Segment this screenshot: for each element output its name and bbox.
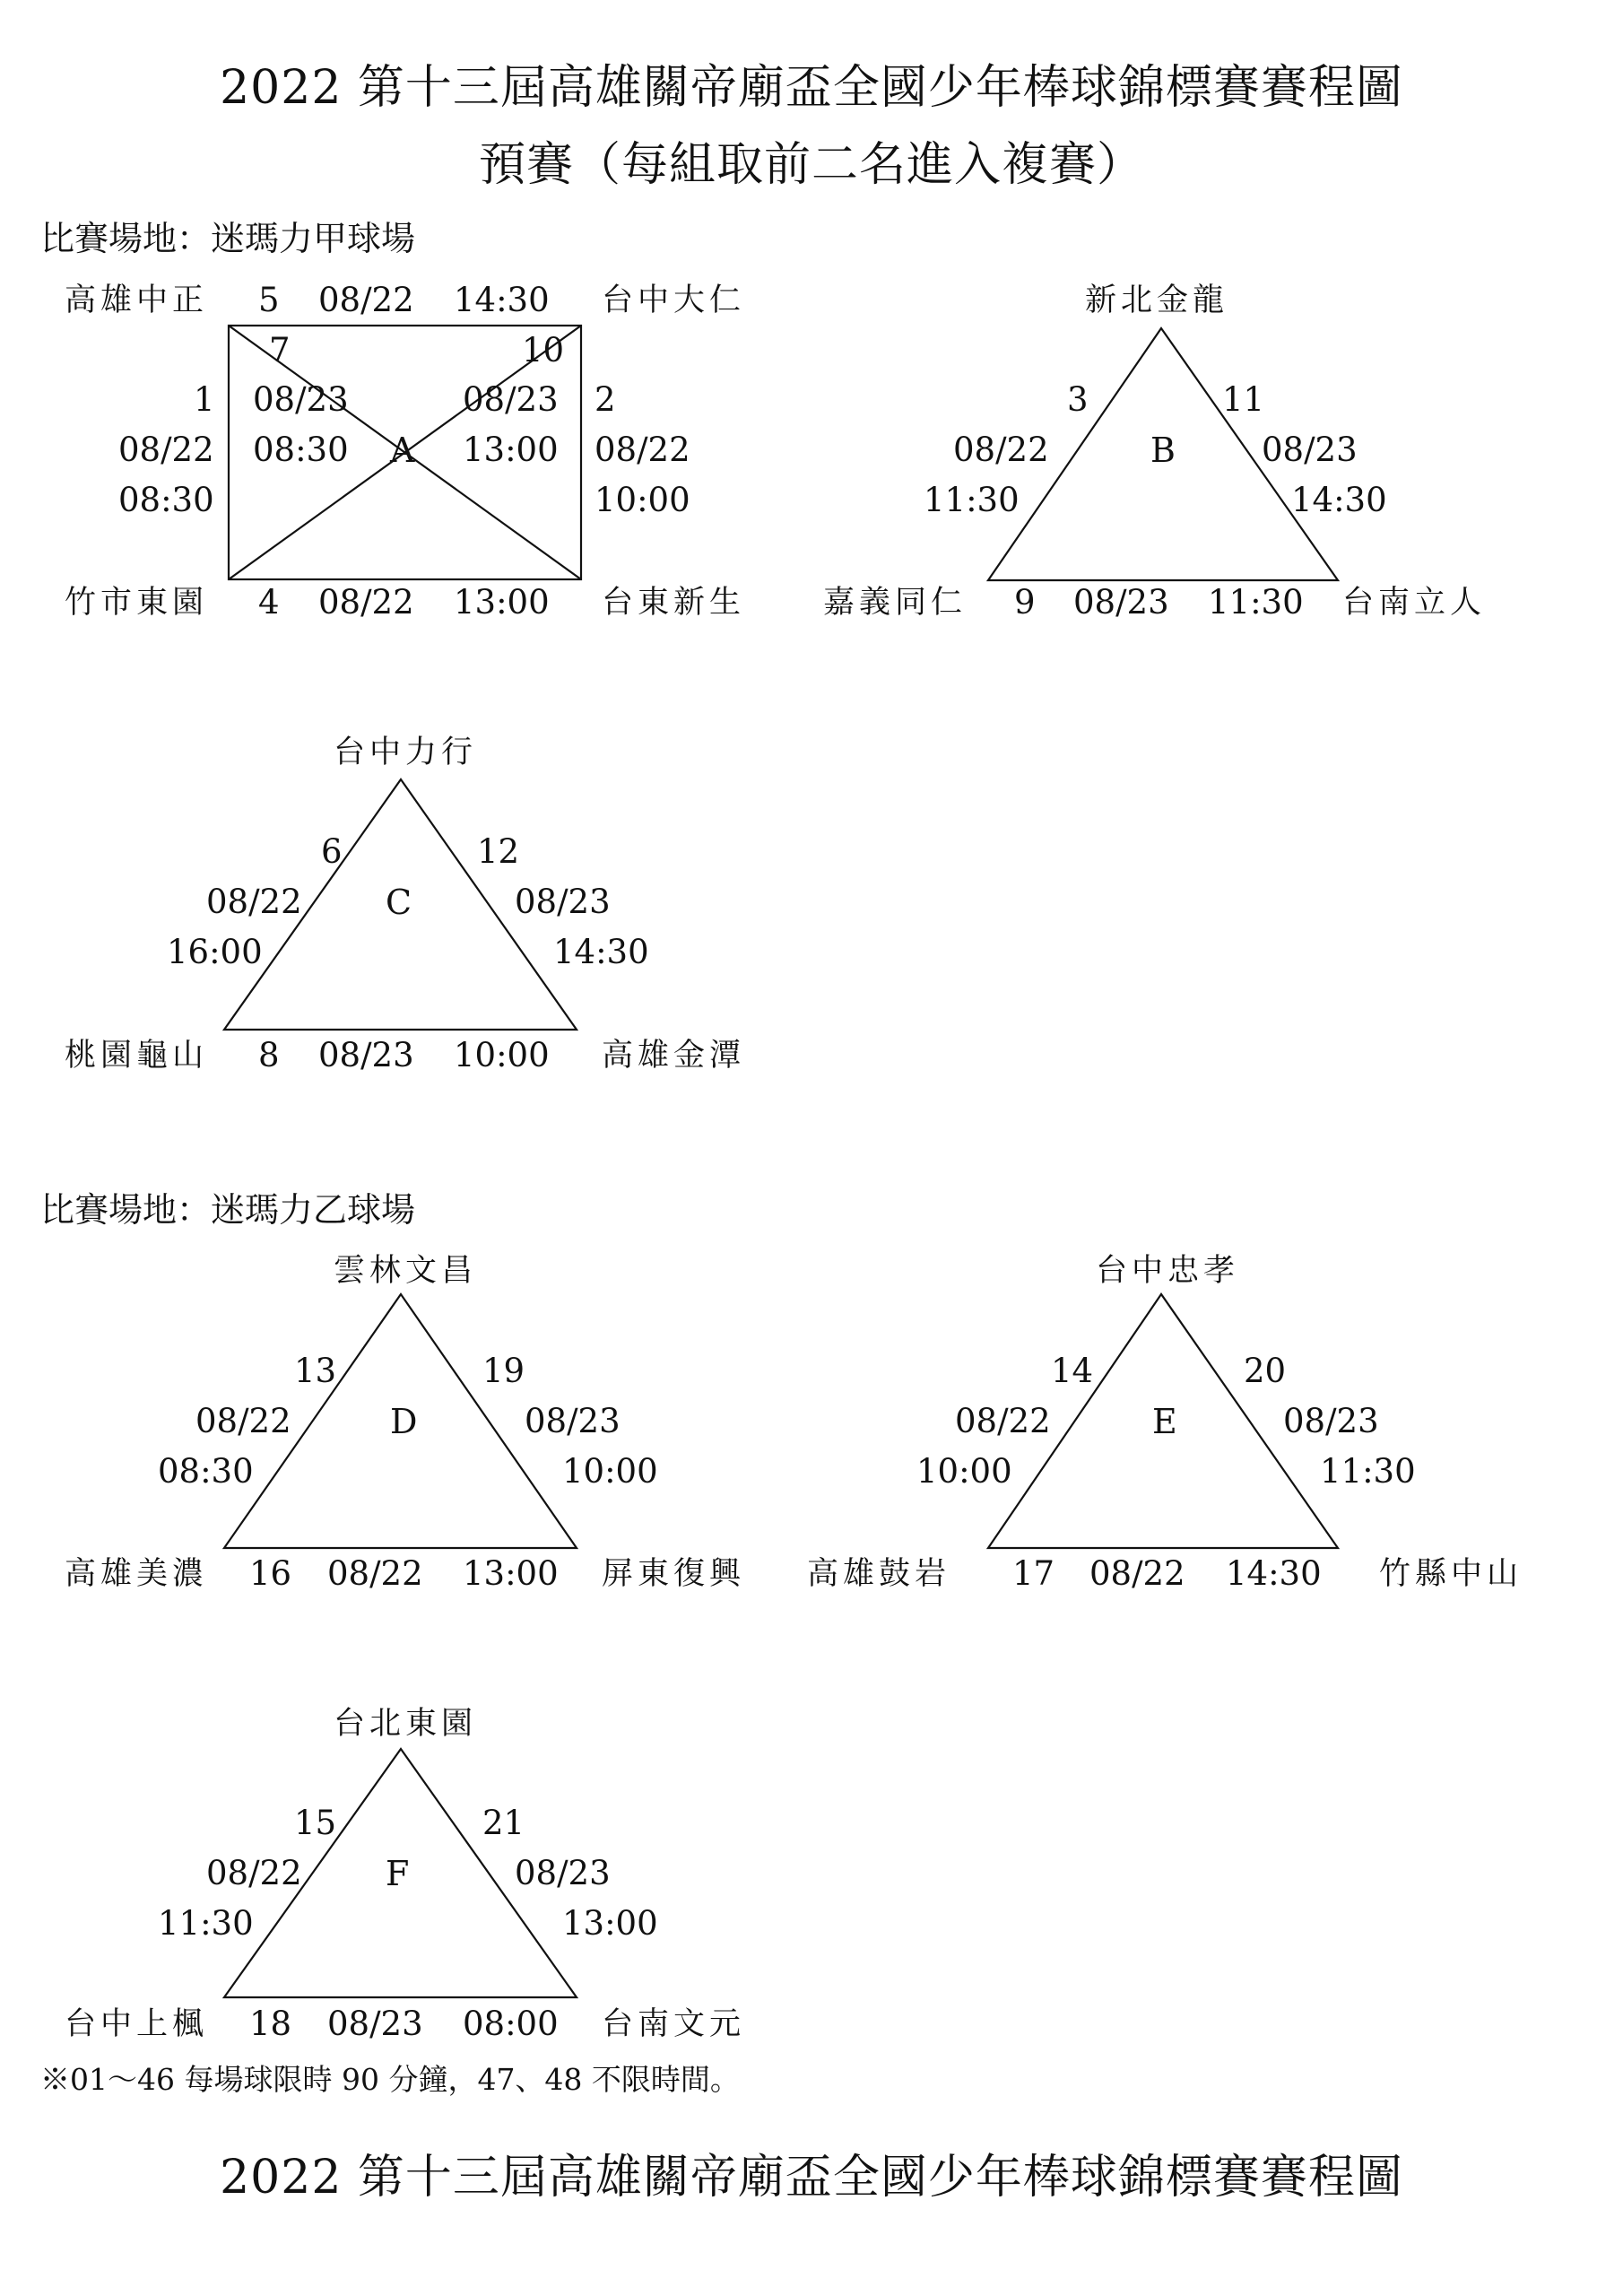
group-f-left-no: 15 [294, 1804, 337, 1842]
group-d-label: D [390, 1402, 418, 1441]
group-a-team-bottom-right: 台東新生 [602, 585, 746, 621]
group-e-right-date: 08/23 [1283, 1402, 1379, 1440]
group-f-bottom-date: 08/23 [327, 2005, 423, 2043]
group-b-team-bottom-left: 嘉義同仁 [823, 585, 968, 621]
group-b-team-bottom-right: 台南立人 [1342, 585, 1487, 621]
group-a-game1-no: 1 [194, 380, 215, 419]
group-c-right-time: 14:30 [553, 933, 649, 971]
group-a-game5-time: 14:30 [454, 281, 550, 319]
group-b-team-top: 新北金龍 [1085, 283, 1229, 318]
group-f-right-time: 13:00 [562, 1904, 658, 1943]
group-d-bottom-date: 08/22 [327, 1554, 423, 1593]
group-b-right-date: 08/23 [1262, 430, 1358, 469]
group-c-label: C [386, 883, 412, 922]
footer-title: 2022 第十三屆高雄關帝廟盃全國少年棒球錦標賽賽程圖 [220, 2151, 1403, 2205]
group-d-right-time: 10:00 [562, 1452, 658, 1491]
group-e-left-time: 10:00 [916, 1452, 1012, 1491]
group-d-bottom-time: 13:00 [463, 1554, 559, 1593]
group-f-team-bottom-right: 台南文元 [602, 2006, 746, 2042]
group-a-game4-no: 4 [258, 583, 280, 622]
group-f-bottom-time: 08:00 [463, 2005, 559, 2043]
time-limit-note: ※01～46 每場球限時 90 分鐘，47、48 不限時間。 [40, 2062, 740, 2097]
group-a-team-bottom-left: 竹市東園 [65, 585, 209, 621]
group-b-label: B [1150, 430, 1176, 470]
group-f-right-date: 08/23 [515, 1854, 611, 1892]
group-a-game7-date: 08/23 [253, 380, 349, 419]
page-subtitle: 預賽（每組取前二名進入複賽） [478, 138, 1144, 192]
group-e-bottom-no: 17 [1012, 1554, 1055, 1593]
group-c-right-date: 08/23 [515, 883, 611, 921]
group-e-label: E [1152, 1402, 1177, 1441]
group-e-team-bottom-left: 高雄鼓岩 [807, 1556, 951, 1592]
group-f-left-time: 11:30 [158, 1904, 254, 1943]
group-f-label: F [386, 1854, 410, 1893]
venue-heading-2: 比賽場地：迷瑪力乙球場 [40, 1190, 416, 1230]
group-a-game1-date: 08/22 [118, 430, 214, 469]
group-b-right-no: 11 [1222, 380, 1265, 419]
group-a-game5-no: 5 [258, 281, 280, 319]
group-a-game7-no: 7 [269, 331, 291, 370]
group-a-game5-date: 08/22 [318, 281, 414, 319]
group-e-team-bottom-right: 竹縣中山 [1379, 1556, 1523, 1592]
page-title: 2022 第十三屆高雄關帝廟盃全國少年棒球錦標賽賽程圖 [220, 61, 1403, 115]
group-e-right-time: 11:30 [1320, 1452, 1416, 1491]
group-d-left-date: 08/22 [195, 1402, 291, 1440]
group-b-bottom-date: 08/23 [1073, 583, 1169, 622]
group-f-right-no: 21 [482, 1804, 525, 1842]
group-c-bottom-no: 8 [258, 1036, 280, 1074]
venue-heading-1: 比賽場地：迷瑪力甲球場 [40, 219, 416, 258]
group-f-left-date: 08/22 [206, 1854, 302, 1892]
group-b-left-time: 11:30 [924, 481, 1020, 519]
group-d-right-no: 19 [482, 1352, 525, 1390]
group-c-bottom-date: 08/23 [318, 1036, 414, 1074]
group-e-team-top: 台中忠孝 [1096, 1253, 1240, 1289]
group-a-game2-no: 2 [595, 380, 616, 419]
group-a-game4-date: 08/22 [318, 583, 414, 622]
group-a-game4-time: 13:00 [454, 583, 550, 622]
group-e-right-no: 20 [1244, 1352, 1287, 1390]
group-e-left-no: 14 [1051, 1352, 1094, 1390]
group-a-game1-time: 08:30 [118, 481, 214, 519]
group-a-team-top-right: 台中大仁 [602, 283, 746, 318]
group-a-game10-date: 08/23 [463, 380, 559, 419]
group-c-left-time: 16:00 [167, 933, 263, 971]
group-c-team-top: 台中力行 [334, 735, 478, 770]
group-d-right-date: 08/23 [525, 1402, 621, 1440]
group-c-bottom-time: 10:00 [454, 1036, 550, 1074]
group-b-left-no: 3 [1067, 380, 1089, 419]
group-f-team-top: 台北東園 [334, 1706, 478, 1742]
group-d-team-bottom-left: 高雄美濃 [65, 1556, 209, 1592]
group-a-game2-time: 10:00 [595, 481, 690, 519]
group-b-right-time: 14:30 [1291, 481, 1387, 519]
group-c-team-bottom-left: 桃園龜山 [65, 1038, 209, 1074]
group-c-left-date: 08/22 [206, 883, 302, 921]
group-e-left-date: 08/22 [955, 1402, 1051, 1440]
group-f-team-bottom-left: 台中上楓 [65, 2006, 209, 2042]
group-d-bottom-no: 16 [249, 1554, 292, 1593]
group-d-team-bottom-right: 屏東復興 [602, 1556, 746, 1592]
group-c-left-no: 6 [321, 832, 343, 871]
group-a-label: A [390, 430, 415, 470]
group-a-team-top-left: 高雄中正 [65, 283, 209, 318]
group-c-team-bottom-right: 高雄金潭 [602, 1038, 746, 1074]
group-d-team-top: 雲林文昌 [334, 1253, 478, 1289]
group-e-bottom-time: 14:30 [1226, 1554, 1322, 1593]
group-a-game10-no: 10 [522, 331, 565, 370]
group-a-game10-time: 13:00 [463, 430, 559, 469]
group-f-bottom-no: 18 [249, 2005, 292, 2043]
group-e-bottom-date: 08/22 [1089, 1554, 1185, 1593]
group-d-left-no: 13 [294, 1352, 337, 1390]
group-a-game7-time: 08:30 [253, 430, 349, 469]
group-c-right-no: 12 [477, 832, 520, 871]
group-b-left-date: 08/22 [953, 430, 1049, 469]
group-b-bottom-no: 9 [1014, 583, 1036, 622]
group-b-bottom-time: 11:30 [1208, 583, 1304, 622]
group-d-left-time: 08:30 [158, 1452, 254, 1491]
group-a-game2-date: 08/22 [595, 430, 690, 469]
